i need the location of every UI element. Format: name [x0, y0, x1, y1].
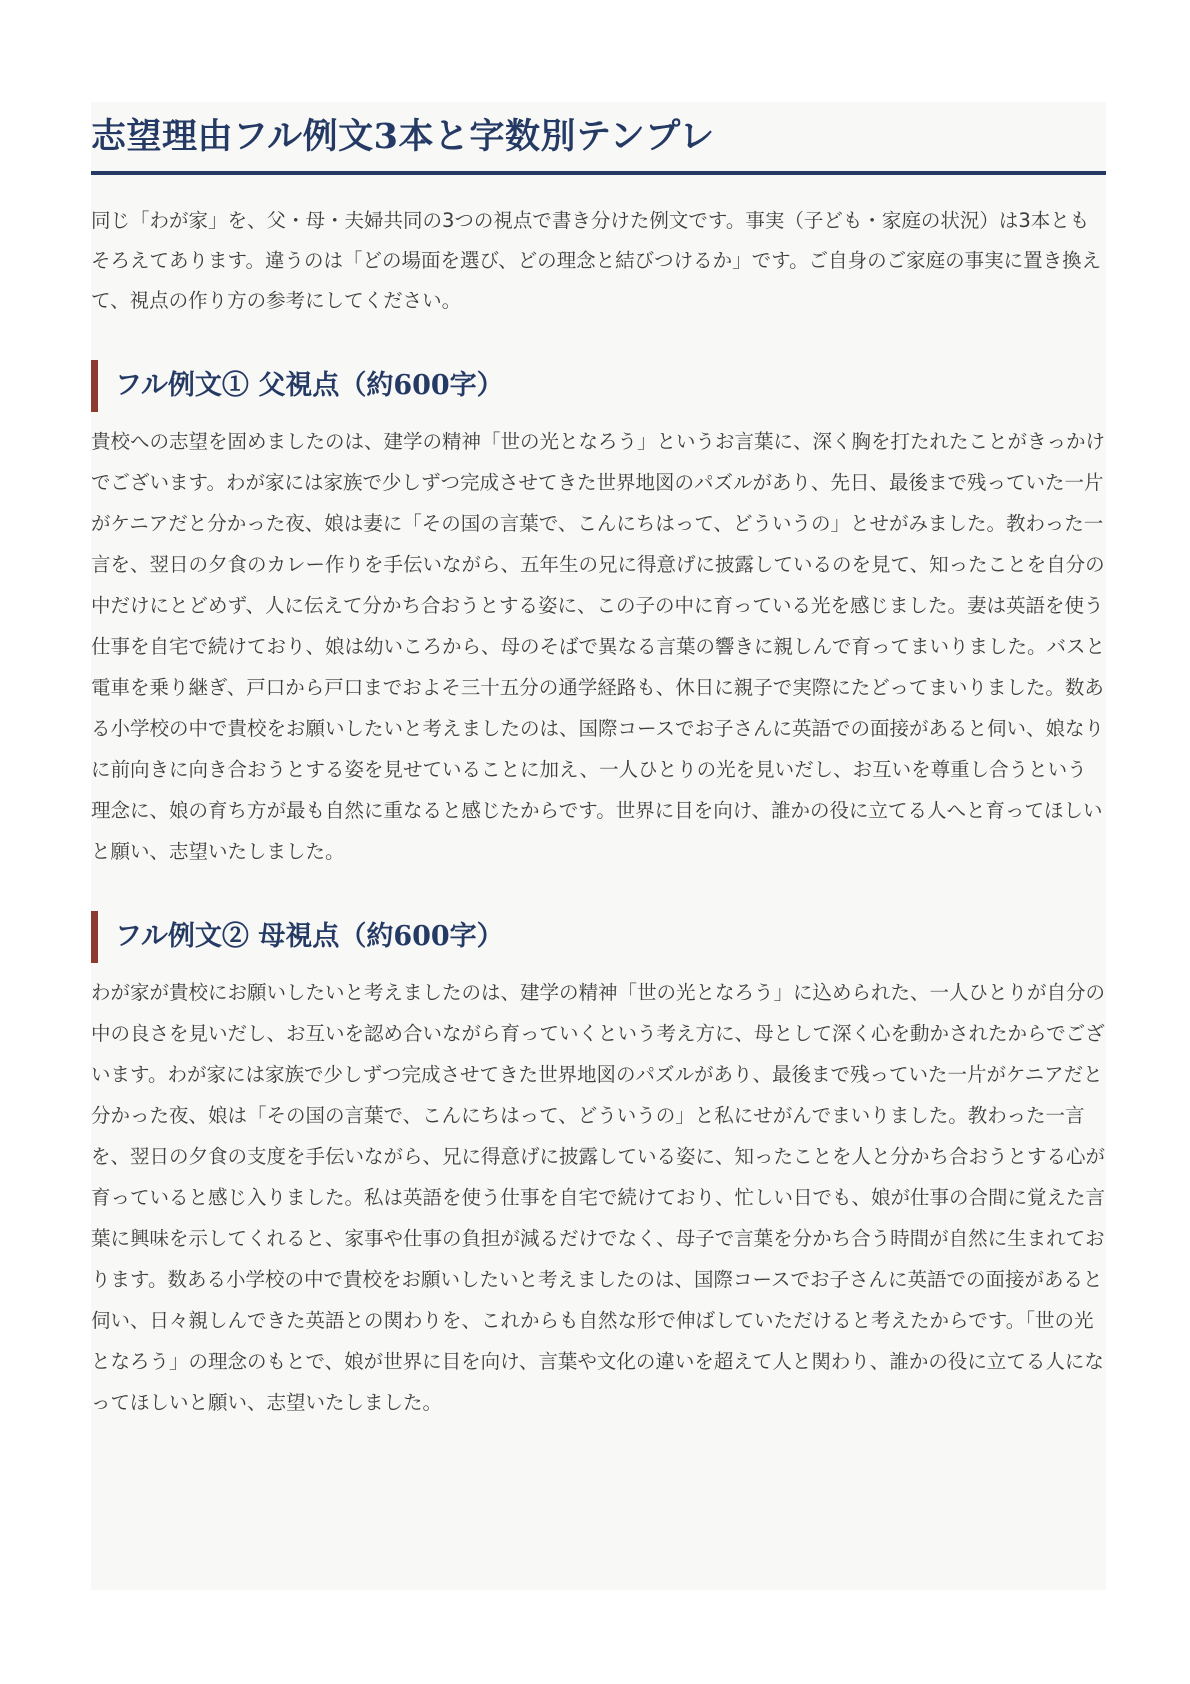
page-title: 志望理由フル例文3本と字数別テンプレ — [91, 102, 1106, 175]
section-body-mother: わが家が貴校にお願いしたいと考えましたのは、建学の精神「世の光となろう」に込められた、一人ひとりが自分の中の良さを見いだし、お互いを認め合いながら育っていくという考え方に、母として深く心を動かされたからでございます。わが家には家族で少しずつ完成させてきた世界地図のパズルがあり、最後まで残っていた一片がケニアだと分かった夜、娘は「その国の言葉で、こんにちはって、どういうの」と私にせがんでまいりました。教わった一言を、翌日の夕食の支度を手伝いながら、兄に得意げに披露している姿に、知ったことを人と分かち合おうとする心が育っていると感じ入りました。私は英語を使う仕事を自宅で続けており、忙しい日でも、娘が仕事の合間に覚えた言葉に興味を示してくれると、家事や仕事の負担が減るだけでなく、母子で言葉を分かち合う時間が自然に生まれております。数ある小学校の中で貴校をお願いしたいと考えましたのは、国際コースでお子さんに英語での面接があると伺い、日々親しんできた英語との関わりを、これからも自然な形で伸ばしていただけると考えたからです。「世の光となろう」の理念のもとで、娘が世界に目を向け、言葉や文化の違いを超えて人と関わり、誰かの役に立てる人になってほしいと願い、志望いたしました。 — [91, 981, 1106, 1414]
section-heading-mother: フル例文② 母視点（約600字） — [91, 911, 1106, 963]
section-body-father: 貴校への志望を固めましたのは、建学の精神「世の光となろう」というお言葉に、深く胸を打たれたことがきっかけでございます。わが家には家族で少しずつ完成させてきた世界地図のパズルがあり、先日、最後まで残っていた一片がケニアだと分かった夜、娘は妻に「その国の言葉で、こんにちはって、どういうの」とせがみました。教わった一言を、翌日の夕食のカレー作りを手伝いながら、五年生の兄に得意げに披露しているのを見て、知ったことを自分の中だけにとどめず、人に伝えて分かち合おうとする姿に、この子の中に育っている光を感じました。妻は英語を使う仕事を自宅で続けており、娘は幼いころから、母のそばで異なる言葉の響きに親しんで育ってまいりました。バスと電車を乗り継ぎ、戸口から戸口までおよそ三十五分の通学経路も、休日に親子で実際にたどってまいりました。数ある小学校の中で貴校をお願いしたいと考えましたのは、国際コースでお子さんに英語での面接があると伺い、娘なりに前向きに向き合おうとする姿を見せていることに加え、一人ひとりの光を見いだし、お互いを尊重し合うという理念に、娘の育ち方が最も自然に重なると感じたからです。世界に目を向け、誰かの役に立てる人へと育ってほしいと願い、志望いたしました。 — [91, 430, 1106, 863]
document-page — [91, 102, 1106, 1590]
intro-paragraph: 同じ「わが家」を、父・母・夫婦共同の3つの視点で書き分けた例文です。事実（子ども・家庭の状況）は3本ともそろえてあります。違うのは「どの場面を選び、どの理念と結びつけるか」です。ご自身のご家庭の事実に置き換えて、視点の作り方の参考にしてください。 — [91, 209, 1102, 312]
section-heading-father: フル例文① 父視点（約600字） — [91, 360, 1106, 412]
